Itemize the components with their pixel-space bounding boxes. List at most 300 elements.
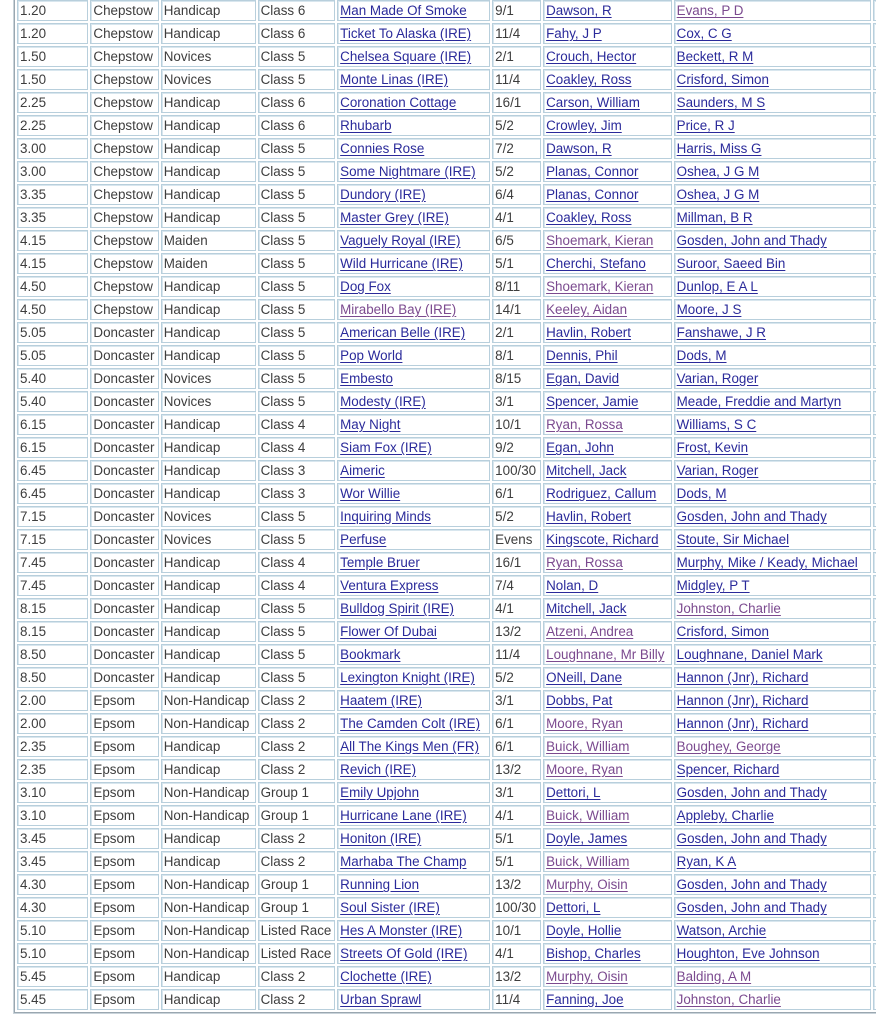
race-time: 8.15 [20, 624, 47, 639]
time-cell [17, 897, 88, 918]
jockey-cell [543, 966, 672, 987]
time-cell [17, 437, 88, 458]
course-name: Epsom [93, 969, 136, 984]
table-row [17, 943, 876, 964]
jockey-cell [543, 391, 672, 412]
jockey-link[interactable]: Buick, William [546, 854, 630, 869]
extra-cell [873, 989, 876, 1010]
time-cell [17, 782, 88, 803]
course-cell [90, 460, 158, 481]
horse-link[interactable]: May Night [340, 417, 401, 432]
horse-link[interactable]: American Belle (IRE) [340, 325, 466, 340]
table-row [17, 184, 876, 205]
trainer-link[interactable]: Oshea, J G M [676, 164, 760, 179]
horse-link[interactable]: Rhubarb [340, 118, 392, 133]
jockey-link[interactable]: Planas, Connor [546, 164, 639, 179]
trainer-link[interactable]: Gosden, John and Thady [676, 509, 827, 524]
horse-link[interactable]: Hurricane Lane (IRE) [340, 808, 467, 823]
trainer-link[interactable]: Price, R J [676, 118, 735, 133]
race-type-cell [161, 552, 256, 573]
race-type-cell [161, 483, 256, 504]
trainer-link[interactable]: Midgley, P T [676, 578, 750, 593]
odds: 6/5 [495, 233, 514, 248]
race-type-cell [161, 644, 256, 665]
horse-cell [337, 828, 490, 849]
race-type-cell [161, 184, 256, 205]
jockey-link[interactable]: Cherchi, Stefano [546, 256, 646, 271]
jockey-link[interactable]: Doyle, James [546, 831, 628, 846]
jockey-link[interactable]: Murphy, Oisin [546, 877, 628, 892]
jockey-cell [543, 46, 672, 67]
race-type: Handicap [163, 348, 221, 363]
trainer-link[interactable]: Appleby, Charlie [676, 808, 774, 823]
course-name: Doncaster [93, 486, 155, 501]
trainer-link[interactable]: Varian, Roger [676, 371, 759, 386]
horse-link[interactable]: Connies Rose [340, 141, 425, 156]
course-cell [90, 253, 158, 274]
trainer-link[interactable]: Williams, S C [676, 417, 757, 432]
trainer-link[interactable]: Evans, P D [676, 3, 744, 18]
odds-cell [492, 598, 541, 619]
race-type: Handicap [163, 95, 221, 110]
horse-link[interactable]: Ventura Express [340, 578, 439, 593]
race-time: 1.20 [20, 3, 47, 18]
race-class: Class 5 [260, 233, 306, 248]
course-name: Doncaster [93, 532, 155, 547]
horse-link[interactable]: The Camden Colt (IRE) [340, 716, 481, 731]
odds-cell [492, 483, 541, 504]
jockey-link[interactable]: Dettori, L [546, 785, 601, 800]
horse-link[interactable]: Some Nightmare (IRE) [340, 164, 476, 179]
odds-cell [492, 184, 541, 205]
jockey-link[interactable]: Atzeni, Andrea [546, 624, 634, 639]
jockey-cell [543, 851, 672, 872]
horse-link[interactable]: Revich (IRE) [340, 762, 417, 777]
race-time: 8.50 [20, 647, 47, 662]
jockey-link[interactable]: Havlin, Robert [546, 509, 631, 524]
odds-cell [492, 713, 541, 734]
race-type: Non-Handicap [163, 946, 250, 961]
race-type-cell [161, 391, 256, 412]
horse-cell [337, 874, 490, 895]
time-cell [17, 805, 88, 826]
race-type: Novices [163, 72, 212, 87]
race-type: Non-Handicap [163, 877, 250, 892]
trainer-cell [674, 483, 871, 504]
trainer-link[interactable]: Saunders, M S [676, 95, 766, 110]
horse-link[interactable]: Soul Sister (IRE) [340, 900, 440, 915]
trainer-link[interactable]: Oshea, J G M [676, 187, 760, 202]
race-class: Class 5 [260, 348, 306, 363]
odds: 100/30 [495, 900, 537, 915]
odds: 16/1 [495, 95, 522, 110]
horse-link[interactable]: Chelsea Square (IRE) [340, 49, 472, 64]
race-time: 5.45 [20, 992, 47, 1007]
jockey-link[interactable]: Mitchell, Jack [546, 463, 627, 478]
trainer-link[interactable]: Gosden, John and Thady [676, 233, 827, 248]
jockey-link[interactable]: Mitchell, Jack [546, 601, 627, 616]
time-cell [17, 989, 88, 1010]
jockey-link[interactable]: Buick, William [546, 739, 630, 754]
course-cell [90, 138, 158, 159]
course-cell [90, 391, 158, 412]
trainer-link[interactable]: Beckett, R M [676, 49, 754, 64]
jockey-cell [543, 598, 672, 619]
jockey-link[interactable]: Moore, Ryan [546, 762, 623, 777]
race-type-cell [161, 23, 256, 44]
horse-link[interactable]: Dog Fox [340, 279, 391, 294]
extra-cell [873, 713, 876, 734]
race-type-cell [161, 667, 256, 688]
horse-link[interactable]: Perfuse [340, 532, 387, 547]
odds: 5/1 [495, 854, 514, 869]
horse-link[interactable]: Embesto [340, 371, 393, 386]
race-type: Non-Handicap [163, 923, 250, 938]
jockey-link[interactable]: Bishop, Charles [546, 946, 641, 961]
jockey-link[interactable]: Egan, John [546, 440, 614, 455]
time-cell [17, 460, 88, 481]
horse-link[interactable]: Wild Hurricane (IRE) [340, 256, 463, 271]
race-type: Handicap [163, 279, 221, 294]
trainer-cell [674, 437, 871, 458]
course-cell [90, 897, 158, 918]
jockey-link[interactable]: Keeley, Aidan [546, 302, 628, 317]
race-time: 2.00 [20, 716, 47, 731]
race-class: Class 4 [260, 440, 306, 455]
trainer-link[interactable]: Crisford, Simon [676, 624, 769, 639]
race-type: Handicap [163, 325, 221, 340]
trainer-link[interactable]: Frost, Kevin [676, 440, 749, 455]
jockey-link[interactable]: Dawson, R [546, 3, 612, 18]
jockey-link[interactable]: Doyle, Hollie [546, 923, 622, 938]
table-row [17, 391, 876, 412]
horse-link[interactable]: Bookmark [340, 647, 401, 662]
race-type: Novices [163, 394, 212, 409]
trainer-link[interactable]: Murphy, Mike / Keady, Michael [676, 555, 858, 570]
course-cell [90, 69, 158, 90]
extra-cell [873, 644, 876, 665]
race-type-cell [161, 989, 256, 1010]
jockey-link[interactable]: Shoemark, Kieran [546, 279, 654, 294]
jockey-cell [543, 529, 672, 550]
jockey-cell [543, 621, 672, 642]
race-class: Class 5 [260, 164, 306, 179]
trainer-link[interactable]: Hannon (Jnr), Richard [676, 670, 809, 685]
course-name: Doncaster [93, 348, 155, 363]
trainer-link[interactable]: Hannon (Jnr), Richard [676, 716, 809, 731]
jockey-link[interactable]: Dennis, Phil [546, 348, 618, 363]
race-type: Handicap [163, 486, 221, 501]
jockey-link[interactable]: Rodriguez, Callum [546, 486, 657, 501]
trainer-link[interactable]: Moore, J S [676, 302, 742, 317]
odds-cell [492, 276, 541, 297]
race-class: Class 5 [260, 509, 306, 524]
race-time: 3.35 [20, 210, 47, 225]
odds-cell [492, 46, 541, 67]
table-row [17, 690, 876, 711]
trainer-link[interactable]: Spencer, Richard [676, 762, 780, 777]
race-time: 5.10 [20, 946, 47, 961]
trainer-cell [674, 943, 871, 964]
jockey-link[interactable]: Dobbs, Pat [546, 693, 613, 708]
course-cell [90, 989, 158, 1010]
horse-link[interactable]: Mirabello Bay (IRE) [340, 302, 457, 317]
odds: 2/1 [495, 49, 514, 64]
race-class: Class 5 [260, 141, 306, 156]
jockey-link[interactable]: Planas, Connor [546, 187, 639, 202]
horse-link[interactable]: Wor Willie [340, 486, 401, 501]
table-row [17, 207, 876, 228]
horse-link[interactable]: Clochette (IRE) [340, 969, 432, 984]
course-cell [90, 713, 158, 734]
odds-cell [492, 759, 541, 780]
race-type: Non-Handicap [163, 716, 250, 731]
jockey-link[interactable]: Kingscote, Richard [546, 532, 659, 547]
time-cell [17, 874, 88, 895]
horse-link[interactable]: Lexington Knight (IRE) [340, 670, 475, 685]
race-class-cell [258, 230, 336, 251]
horse-cell [337, 621, 490, 642]
jockey-link[interactable]: Ryan, Rossa [546, 417, 623, 432]
course-name: Epsom [93, 808, 136, 823]
race-class: Class 4 [260, 555, 306, 570]
table-row [17, 0, 876, 21]
trainer-link[interactable]: Harris, Miss G [676, 141, 762, 156]
course-name: Chepstow [93, 279, 153, 294]
race-type-cell [161, 966, 256, 987]
race-type: Non-Handicap [163, 785, 250, 800]
trainer-link[interactable]: Varian, Roger [676, 463, 759, 478]
horse-link[interactable]: Vaguely Royal (IRE) [340, 233, 461, 248]
horse-cell [337, 368, 490, 389]
extra-cell [873, 552, 876, 573]
trainer-link[interactable]: Loughnane, Daniel Mark [676, 647, 823, 662]
jockey-link[interactable]: Egan, David [546, 371, 620, 386]
odds: 3/1 [495, 785, 514, 800]
table-row [17, 368, 876, 389]
horse-link[interactable]: Emily Upjohn [340, 785, 420, 800]
jockey-link[interactable]: Murphy, Oisin [546, 969, 628, 984]
trainer-link[interactable]: Boughey, George [676, 739, 781, 754]
jockey-link[interactable]: Shoemark, Kieran [546, 233, 654, 248]
trainer-link[interactable]: Johnston, Charlie [676, 992, 781, 1007]
horse-link[interactable]: Hes A Monster (IRE) [340, 923, 463, 938]
trainer-link[interactable]: Dunlop, E A L [676, 279, 758, 294]
table-row [17, 851, 876, 872]
horse-link[interactable]: Monte Linas (IRE) [340, 72, 449, 87]
trainer-link[interactable]: Johnston, Charlie [676, 601, 781, 616]
race-time: 4.30 [20, 900, 47, 915]
race-class: Class 2 [260, 693, 306, 708]
course-cell [90, 437, 158, 458]
jockey-link[interactable]: Crouch, Hector [546, 49, 637, 64]
trainer-link[interactable]: Hannon (Jnr), Richard [676, 693, 809, 708]
horse-link[interactable]: Flower Of Dubai [340, 624, 437, 639]
race-time: 1.20 [20, 26, 47, 41]
horse-link[interactable]: Dundory (IRE) [340, 187, 426, 202]
odds: 13/2 [495, 762, 522, 777]
jockey-link[interactable]: Fahy, J P [546, 26, 602, 41]
race-class-cell [258, 115, 336, 136]
course-name: Doncaster [93, 440, 155, 455]
horse-link[interactable]: Master Grey (IRE) [340, 210, 449, 225]
race-class: Class 4 [260, 578, 306, 593]
horse-link[interactable]: Haatem (IRE) [340, 693, 423, 708]
course-cell [90, 644, 158, 665]
jockey-cell [543, 322, 672, 343]
horse-link[interactable]: Modesty (IRE) [340, 394, 426, 409]
race-class: Class 5 [260, 624, 306, 639]
table-row [17, 23, 876, 44]
trainer-cell [674, 299, 871, 320]
race-time: 3.10 [20, 808, 47, 823]
time-cell [17, 230, 88, 251]
race-type-cell [161, 851, 256, 872]
jockey-link[interactable]: Fanning, Joe [546, 992, 624, 1007]
horse-link[interactable]: Coronation Cottage [340, 95, 457, 110]
trainer-link[interactable]: Suroor, Saeed Bin [676, 256, 786, 271]
race-class: Class 6 [260, 118, 306, 133]
trainer-link[interactable]: Gosden, John and Thady [676, 831, 827, 846]
trainer-link[interactable]: Meade, Freddie and Martyn [676, 394, 842, 409]
course-cell [90, 0, 158, 21]
horse-link[interactable]: Man Made Of Smoke [340, 3, 467, 18]
race-class-cell [258, 276, 336, 297]
extra-cell [873, 414, 876, 435]
horse-cell [337, 805, 490, 826]
jockey-link[interactable]: Dawson, R [546, 141, 612, 156]
trainer-link[interactable]: Balding, A M [676, 969, 752, 984]
odds: 3/1 [495, 394, 514, 409]
race-type-cell [161, 138, 256, 159]
race-class: Class 3 [260, 486, 306, 501]
time-cell [17, 644, 88, 665]
jockey-cell [543, 253, 672, 274]
extra-cell [873, 230, 876, 251]
horse-link[interactable]: All The Kings Men (FR) [340, 739, 480, 754]
course-cell [90, 690, 158, 711]
odds-cell [492, 805, 541, 826]
course-cell [90, 966, 158, 987]
table-row [17, 414, 876, 435]
odds: 5/1 [495, 256, 514, 271]
trainer-link[interactable]: Ryan, K A [676, 854, 737, 869]
trainer-link[interactable]: Dods, M [676, 348, 727, 363]
table-row [17, 92, 876, 113]
race-type-cell [161, 0, 256, 21]
horse-link[interactable]: Honiton (IRE) [340, 831, 422, 846]
course-name: Doncaster [93, 624, 155, 639]
horse-link[interactable]: Siam Fox (IRE) [340, 440, 432, 455]
race-type-cell [161, 943, 256, 964]
course-cell [90, 23, 158, 44]
jockey-link[interactable]: Loughnane, Mr Billy [546, 647, 665, 662]
trainer-link[interactable]: Crisford, Simon [676, 72, 769, 87]
extra-cell [873, 759, 876, 780]
course-name: Doncaster [93, 555, 155, 570]
jockey-link[interactable]: Havlin, Robert [546, 325, 631, 340]
odds-cell [492, 391, 541, 412]
odds-cell [492, 0, 541, 21]
horse-link[interactable]: Urban Sprawl [340, 992, 422, 1007]
jockey-cell [543, 782, 672, 803]
horse-link[interactable]: Aimeric [340, 463, 385, 478]
jockey-link[interactable]: Crowley, Jim [546, 118, 622, 133]
extra-cell [873, 92, 876, 113]
odds: 16/1 [495, 555, 522, 570]
race-type-cell [161, 92, 256, 113]
trainer-link[interactable]: Gosden, John and Thady [676, 785, 827, 800]
time-cell [17, 115, 88, 136]
race-type-cell [161, 621, 256, 642]
jockey-link[interactable]: Spencer, Jamie [546, 394, 639, 409]
horse-cell [337, 69, 490, 90]
trainer-link[interactable]: Gosden, John and Thady [676, 900, 827, 915]
time-cell [17, 368, 88, 389]
race-type-cell [161, 506, 256, 527]
trainer-link[interactable]: Houghton, Eve Johnson [676, 946, 820, 961]
horse-link[interactable]: Pop World [340, 348, 403, 363]
table-row [17, 713, 876, 734]
trainer-link[interactable]: Millman, B R [676, 210, 753, 225]
trainer-cell [674, 713, 871, 734]
race-class-cell [258, 943, 336, 964]
odds: 2/1 [495, 325, 514, 340]
horse-link[interactable]: Streets Of Gold (IRE) [340, 946, 468, 961]
table-row [17, 989, 876, 1010]
race-class-cell [258, 828, 336, 849]
jockey-link[interactable]: Ryan, Rossa [546, 555, 623, 570]
jockey-link[interactable]: Dettori, L [546, 900, 601, 915]
horse-link[interactable]: Inquiring Minds [340, 509, 431, 524]
trainer-link[interactable]: Dods, M [676, 486, 727, 501]
horse-link[interactable]: Marhaba The Champ [340, 854, 467, 869]
horse-link[interactable]: Bulldog Spirit (IRE) [340, 601, 455, 616]
odds: 11/4 [495, 647, 521, 662]
jockey-link[interactable]: Carson, William [546, 95, 640, 110]
horse-link[interactable]: Running Lion [340, 877, 420, 892]
trainer-cell [674, 391, 871, 412]
jockey-link[interactable]: ONeill, Dane [546, 670, 623, 685]
course-cell [90, 207, 158, 228]
trainer-link[interactable]: Stoute, Sir Michael [676, 532, 790, 547]
extra-cell [873, 943, 876, 964]
table-body [17, 0, 876, 1010]
jockey-link[interactable]: Coakley, Ross [546, 210, 632, 225]
time-cell [17, 552, 88, 573]
trainer-link[interactable]: Watson, Archie [676, 923, 767, 938]
time-cell [17, 299, 88, 320]
trainer-cell [674, 92, 871, 113]
table-row [17, 529, 876, 550]
odds: 5/2 [495, 164, 514, 179]
trainer-link[interactable]: Fanshawe, J R [676, 325, 766, 340]
trainer-link[interactable]: Cox, C G [676, 26, 732, 41]
horse-link[interactable]: Temple Bruer [340, 555, 420, 570]
trainer-link[interactable]: Gosden, John and Thady [676, 877, 827, 892]
jockey-link[interactable]: Buick, William [546, 808, 630, 823]
race-time: 5.40 [20, 394, 47, 409]
race-time: 5.40 [20, 371, 47, 386]
jockey-link[interactable]: Nolan, D [546, 578, 599, 593]
race-time: 6.15 [20, 440, 47, 455]
trainer-cell [674, 598, 871, 619]
horse-link[interactable]: Ticket To Alaska (IRE) [340, 26, 472, 41]
jockey-link[interactable]: Moore, Ryan [546, 716, 623, 731]
jockey-link[interactable]: Coakley, Ross [546, 72, 632, 87]
race-type-cell [161, 69, 256, 90]
time-cell [17, 138, 88, 159]
